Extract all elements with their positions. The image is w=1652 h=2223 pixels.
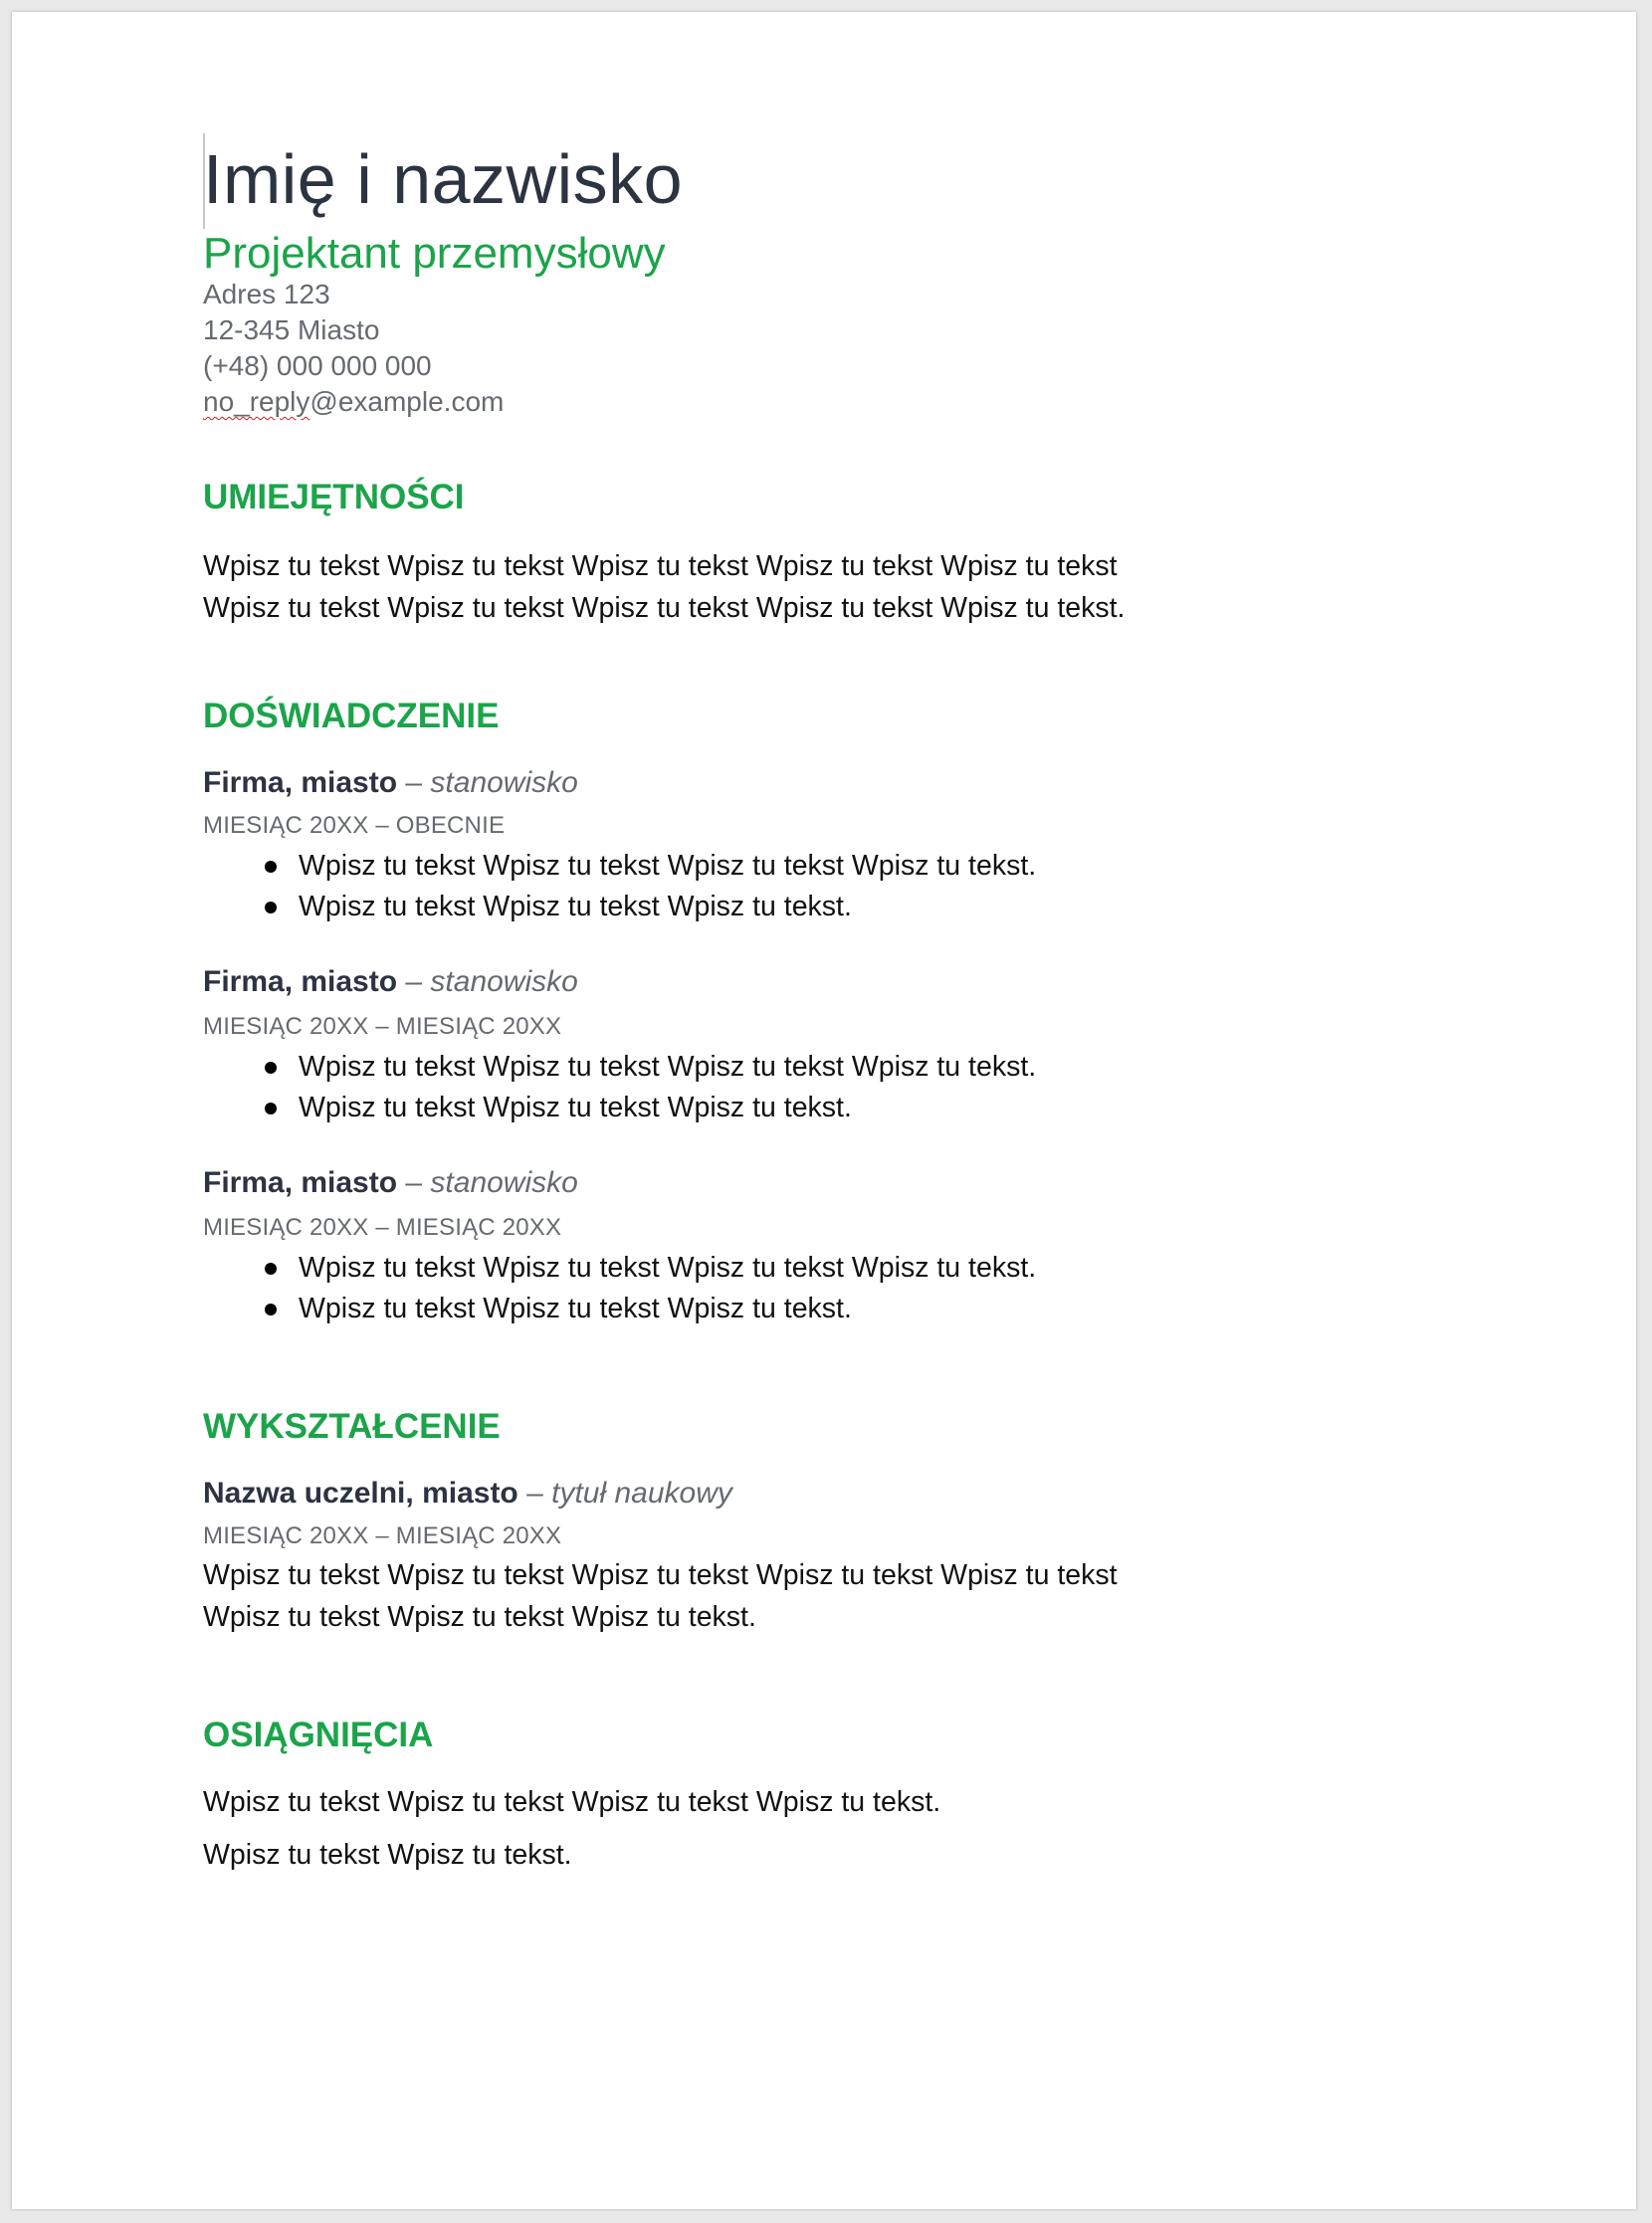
skills-line-2[interactable]: Wpisz tu tekst Wpisz tu tekst Wpisz tu tekst Wpisz tu tekst Wpisz tu tekst. [203, 592, 1126, 624]
list-item[interactable]: Wpisz tu tekst Wpisz tu tekst Wpisz tu tekst Wpisz tu tekst. [203, 846, 1437, 887]
job-heading[interactable] [203, 762, 578, 804]
list-item[interactable]: Wpisz tu tekst Wpisz tu tekst Wpisz tu tekst. [203, 1289, 1437, 1329]
bullet-icon [265, 1263, 277, 1275]
job-position: stanowisko [430, 1166, 578, 1199]
job-heading[interactable] [203, 961, 578, 1003]
education-dash: – [517, 1477, 552, 1510]
achievements-line-1[interactable]: Wpisz tu tekst Wpisz tu tekst Wpisz tu tekst Wpisz tu tekst. [203, 1786, 941, 1818]
job-bullet-list [203, 1047, 1437, 1128]
bullet-icon [265, 861, 277, 873]
job-bullet-list [203, 846, 1437, 927]
job-dash: – [397, 965, 431, 998]
list-item[interactable]: Wpisz tu tekst Wpisz tu tekst Wpisz tu tekst. [203, 1088, 1437, 1128]
section-title-education[interactable]: WYKSZTAŁCENIE [203, 1407, 501, 1446]
job-position: stanowisko [430, 766, 578, 799]
job-dates[interactable]: MIESIĄC 20XX – MIESIĄC 20XX [203, 1013, 562, 1040]
list-item[interactable]: Wpisz tu tekst Wpisz tu tekst Wpisz tu tekst. [203, 887, 1437, 927]
contact-address[interactable]: Adres 123 [203, 279, 330, 309]
section-title-achievements[interactable]: OSIĄGNIĘCIA [203, 1716, 434, 1754]
resume-name[interactable]: Imię i nazwisko [203, 140, 684, 218]
education-dates[interactable]: MIESIĄC 20XX – MIESIĄC 20XX [203, 1522, 562, 1549]
education-heading[interactable] [203, 1473, 732, 1515]
bullet-icon [265, 1103, 277, 1114]
job-position: stanowisko [430, 965, 578, 998]
job-dates[interactable]: MIESIĄC 20XX – OBECNIE [203, 812, 506, 839]
job-dates[interactable]: MIESIĄC 20XX – MIESIĄC 20XX [203, 1214, 562, 1241]
job-bullet-list [203, 1248, 1437, 1329]
job-heading[interactable] [203, 1162, 578, 1204]
bullet-icon [265, 1062, 277, 1074]
contact-phone[interactable]: (+48) 000 000 000 [203, 350, 432, 381]
education-line-2[interactable]: Wpisz tu tekst Wpisz tu tekst Wpisz tu tekst. [203, 1601, 756, 1633]
achievements-line-2[interactable]: Wpisz tu tekst Wpisz tu tekst. [203, 1839, 572, 1871]
bullet-icon [265, 1304, 277, 1315]
education-line-1[interactable]: Wpisz tu tekst Wpisz tu tekst Wpisz tu tekst Wpisz tu tekst Wpisz tu tekst [203, 1559, 1118, 1591]
job-title[interactable]: Projektant przemysłowy [203, 229, 666, 278]
contact-email[interactable] [203, 384, 504, 420]
section-title-experience[interactable]: DOŚWIADCZENIE [203, 697, 500, 735]
job-dash: – [397, 766, 431, 799]
bullet-icon [265, 902, 277, 913]
job-dash: – [397, 1166, 431, 1199]
skills-line-1[interactable]: Wpisz tu tekst Wpisz tu tekst Wpisz tu tekst Wpisz tu tekst Wpisz tu tekst [203, 550, 1118, 582]
list-item[interactable]: Wpisz tu tekst Wpisz tu tekst Wpisz tu tekst Wpisz tu tekst. [203, 1248, 1437, 1289]
document-page[interactable] [12, 12, 1636, 2209]
education-degree: tytuł naukowy [551, 1477, 732, 1510]
job-company: Firma, miasto [203, 766, 398, 799]
email-domain: @example.com [310, 386, 505, 417]
education-school: Nazwa uczelni, miasto [203, 1477, 518, 1510]
job-company: Firma, miasto [203, 965, 398, 998]
section-title-skills[interactable]: UMIEJĘTNOŚCI [203, 478, 465, 516]
job-company: Firma, miasto [203, 1166, 398, 1199]
list-item[interactable]: Wpisz tu tekst Wpisz tu tekst Wpisz tu tekst Wpisz tu tekst. [203, 1047, 1437, 1088]
contact-city[interactable]: 12-345 Miasto [203, 314, 380, 345]
spellcheck-flagged-word[interactable]: no_reply [203, 386, 310, 417]
